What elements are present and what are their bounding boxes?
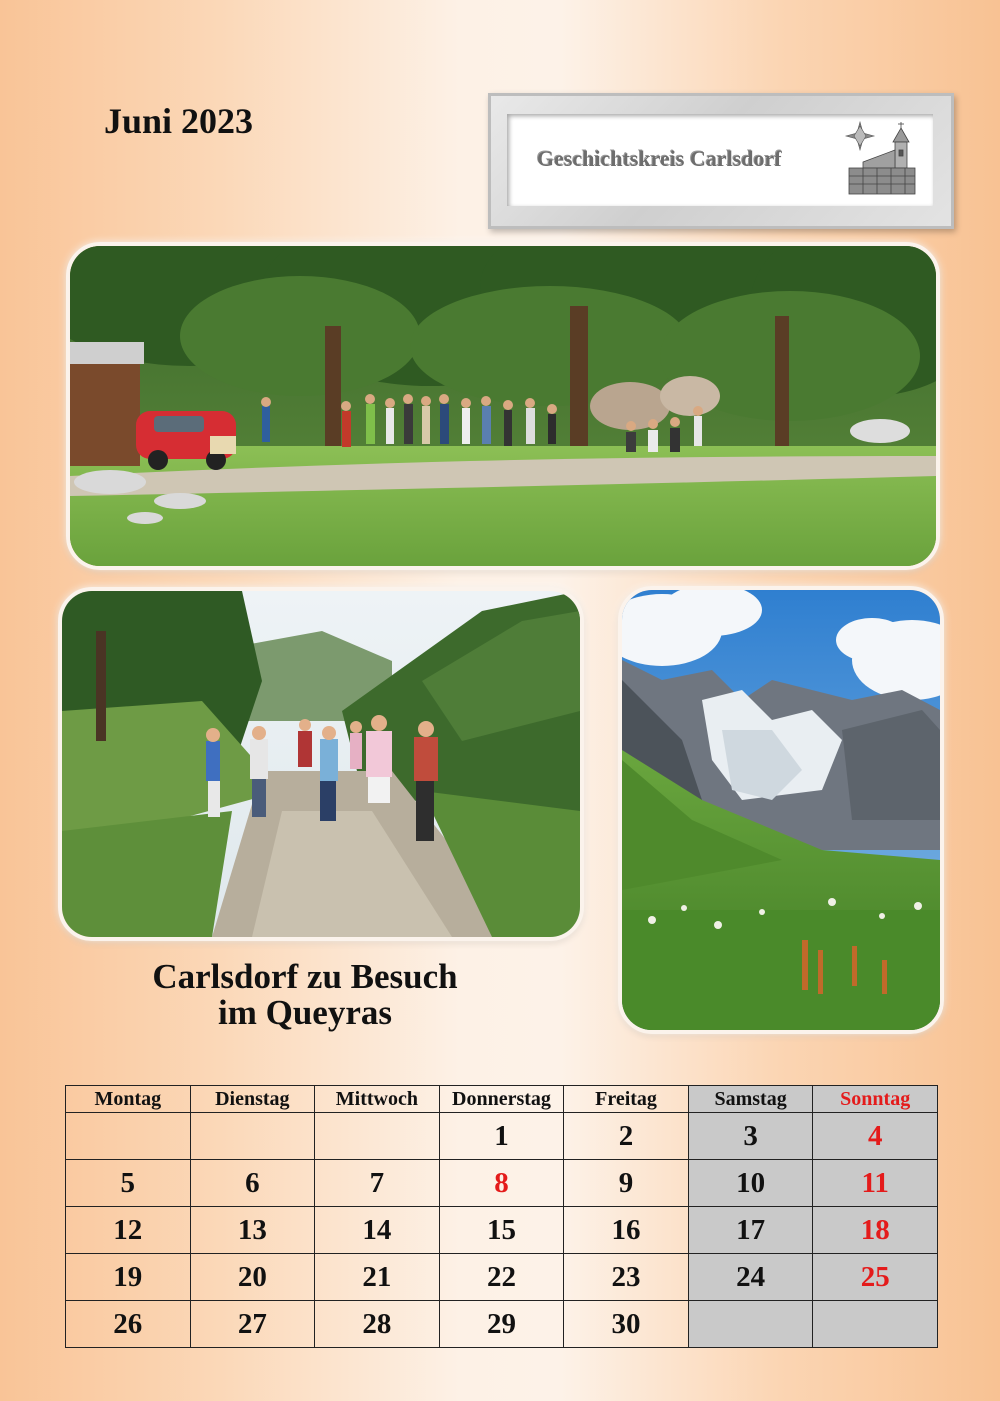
calendar-day-cell: 23 [564, 1254, 689, 1301]
calendar-day-cell: 16 [564, 1207, 689, 1254]
day-header-mittwoch: Mittwoch [315, 1086, 440, 1113]
calendar-day-cell: 3 [688, 1113, 813, 1160]
day-header-freitag: Freitag [564, 1086, 689, 1113]
caption-line-2: im Queyras [217, 993, 392, 1032]
calendar-header-row [66, 1086, 938, 1113]
calendar-day-cell: 5 [66, 1160, 191, 1207]
calendar-day-cell [315, 1113, 440, 1160]
day-header-donnerstag: Donnerstag [439, 1086, 564, 1113]
calendar-day-cell: 13 [190, 1207, 315, 1254]
calendar-day-cell: 26 [66, 1301, 191, 1348]
calendar-day-cell [66, 1113, 191, 1160]
calendar-week-row [66, 1160, 938, 1207]
calendar-day-cell: 7 [315, 1160, 440, 1207]
calendar-day-cell: 29 [439, 1301, 564, 1348]
day-header-dienstag: Dienstag [190, 1086, 315, 1113]
calendar-day-cell: 19 [66, 1254, 191, 1301]
calendar-day-cell: 30 [564, 1301, 689, 1348]
calendar-day-cell: 4 [813, 1113, 938, 1160]
calendar-day-cell [813, 1301, 938, 1348]
church-emblem-icon [843, 120, 925, 200]
calendar-day-cell: 1 [439, 1113, 564, 1160]
calendar-day-cell: 22 [439, 1254, 564, 1301]
logo-inner [507, 114, 933, 206]
day-header-sonntag: Sonntag [813, 1086, 938, 1113]
caption-line-1: Carlsdorf zu Besuch [152, 957, 458, 996]
day-header-samstag: Samstag [688, 1086, 813, 1113]
calendar-day-cell: 27 [190, 1301, 315, 1348]
calendar-day-cell: 28 [315, 1301, 440, 1348]
calendar-day-cell [688, 1301, 813, 1348]
calendar-day-cell-holiday: 8 [439, 1160, 564, 1207]
month-title: Juni 2023 [104, 101, 254, 141]
photo-hikers-trail [58, 587, 584, 941]
day-header-montag: Montag [66, 1086, 191, 1113]
calendar-week-row [66, 1113, 938, 1160]
calendar-day-cell: 6 [190, 1160, 315, 1207]
calendar-day-cell: 18 [813, 1207, 938, 1254]
calendar-day-cell: 9 [564, 1160, 689, 1207]
calendar-day-cell: 25 [813, 1254, 938, 1301]
logo-frame [488, 93, 954, 229]
calendar-day-cell: 14 [315, 1207, 440, 1254]
calendar-week-row [66, 1207, 938, 1254]
calendar-day-cell [190, 1113, 315, 1160]
photo-alpine-peaks [618, 586, 944, 1034]
calendar-day-cell: 17 [688, 1207, 813, 1254]
calendar-day-cell: 21 [315, 1254, 440, 1301]
calendar-day-cell: 20 [190, 1254, 315, 1301]
calendar-week-row [66, 1301, 938, 1348]
calendar-week-row [66, 1254, 938, 1301]
calendar-day-cell: 15 [439, 1207, 564, 1254]
calendar-table [65, 1085, 938, 1348]
calendar-day-cell: 12 [66, 1207, 191, 1254]
calendar-day-cell: 11 [813, 1160, 938, 1207]
calendar-day-cell: 10 [688, 1160, 813, 1207]
calendar-day-cell: 24 [688, 1254, 813, 1301]
photo-forest-gathering [66, 242, 940, 570]
calendar-day-cell: 2 [564, 1113, 689, 1160]
logo-text: Geschichtskreis Carlsdorf [537, 146, 782, 171]
